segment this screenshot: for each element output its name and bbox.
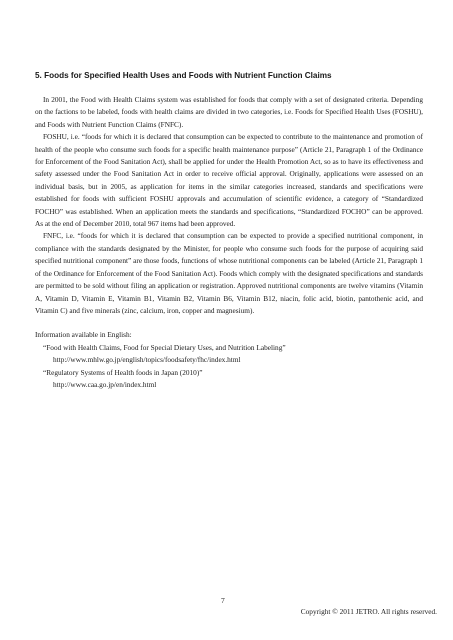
info-title: Information available in English:: [35, 330, 132, 340]
info-link[interactable]: http://www.mhlw.go.jp/english/topics/foodsafety/fhc/index.html: [53, 355, 241, 365]
info-link[interactable]: http://www.caa.go.jp/en/index.html: [53, 379, 157, 389]
paragraph-fnfc: FNFC, i.e. “foods for which it is declared that consumption can be expected to provide a specified nutritional component, in compliance with the standards designated by the Minister, for people who consume such foods for the purpose of acquiring said specified nutritional component” are those foods, functions of whose nutritional components can be labeled (Article 21, Paragraph 1 of the Ordinance for Enforcement of the Food Sanitation Act). Foods which comply with the designated specifications and standards are permitted to be sold without filing an application or registration. Approved nutritional components are twelve vitamins (Vitamin A, Vitamin D, Vitamin E, Vitamin B1, Vitamin B2, Vitamin B6, Vitamin B12, niacin, folic acid, biotin, pantothenic acid, and Vitamin C) and five minerals (zinc, calcium, iron, copper and magnesium).: [35, 231, 423, 315]
copyright-notice: Copyright © 2011 JETRO. All rights reserved.: [300, 607, 437, 616]
paragraph-foshu: FOSHU, i.e. “foods for which it is declared that consumption can be expected to contribute to the maintenance and promotion of health of the people who consume such foods for a specific health maintenance purpose” (Article 21, Paragraph 1 of the Ordinance for Enforcement of the Food Sanitation Act), shall be applied for under the Health Promotion Act, so as to have its effectiveness and safety assessed under the Food Sanitation Act in order to receive official approval. Originally, applications were assessed on an individual basis, but in 2005, as application for items in the similar categories increased, standards and specifications were established for foods with sufficient FOSHU approvals and accumulation of scientific evidence, a category of “Standardized FOCHO” was established. When an application meets the standards and specifications, “Standardized FOCHO” can be approved. As at the end of December 2010, total 967 items had been approved.: [35, 132, 423, 229]
section-heading: 5. Foods for Specified Health Uses and Foods with Nutrient Function Claims: [35, 71, 332, 80]
document-page: [35, 70, 423, 391]
page-number: 7: [221, 596, 225, 605]
info-item-label: “Regulatory Systems of Health foods in Japan (2010)”: [43, 367, 203, 377]
info-item-label: “Food with Health Claims, Food for Special Dietary Uses, and Nutrition Labeling”: [43, 342, 286, 352]
paragraph-intro: In 2001, the Food with Health Claims system was established for foods that comply with a set of designated criteria. Depending on the factions to be labeled, foods with health claims are divided in two categories, i.e. Foods for Specified Health Uses (FOSHU), and Foods with Nutrient Function Claims (FNFC).: [35, 95, 423, 129]
